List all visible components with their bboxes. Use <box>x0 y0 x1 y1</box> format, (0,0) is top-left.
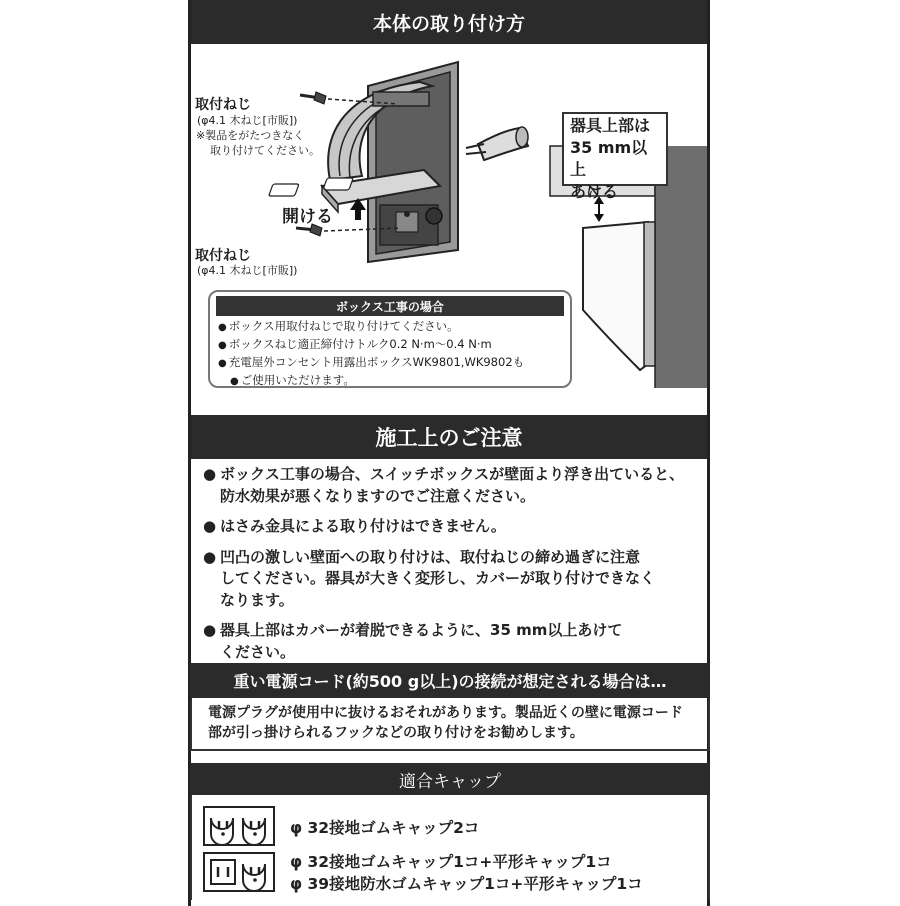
heavy-cord-title: 重い電源コード(約500 g以上)の接続が想定される場合は… <box>233 672 667 691</box>
caps-row-1: φ 32接地ゴムキャップ2コ <box>290 819 480 837</box>
cautions-title: 施工上のご注意 <box>375 426 523 450</box>
caution-line: ボックス工事の場合、スイッチボックスが壁面より浮き出ていると、 <box>220 465 685 483</box>
caution-line: してください。器具が大きく変形し、カバーが取り付けできなく <box>220 569 656 587</box>
screw-bottom-spec: (φ4.1 木ねじ[市販]) <box>197 264 298 277</box>
bullet-icon: ● <box>203 465 217 483</box>
top-screw-icon <box>300 92 326 104</box>
caps-row-2-line-1: φ 32接地ゴムキャップ1コ+平形キャップ1コ <box>290 853 612 871</box>
heavy-cord-line: 部が引っ掛けられるフックなどの取り付けをお勧めします。 <box>208 725 584 741</box>
side-view-product <box>583 222 648 370</box>
box-case-title: ボックス工事の場合 <box>216 296 564 316</box>
heavy-cord-title-bar <box>190 663 710 698</box>
bullet-icon: ● <box>203 621 217 639</box>
cautions-title-bar <box>191 415 707 459</box>
caution-line: ください。 <box>220 642 296 661</box>
bullet-icon: ● <box>203 547 217 566</box>
caution-item <box>203 464 703 507</box>
box-case-item-continued: ● ご使用いただけます。 <box>218 372 524 390</box>
caution-item <box>203 547 703 612</box>
caution-line: 凹凸の激しい壁面への取り付けは、取付ねじの締め過ぎに注意 <box>220 547 641 566</box>
box-case-list <box>218 318 524 390</box>
box-case-item: ● 充電屋外コンセント用露出ボックスWK9801,WK9802も <box>218 354 524 372</box>
install-title-bar <box>191 0 707 44</box>
open-label: 開ける <box>282 207 333 227</box>
screw-top-label: 取付ねじ <box>195 97 251 113</box>
screw-top-note-2: 取り付けてください。 <box>210 144 320 157</box>
install-title: 本体の取り付け方 <box>372 12 525 35</box>
box-case-item: ● ボックスねじ適正締付けトルク0.2 N·m〜0.4 N·m <box>218 336 524 354</box>
caps-title-bar <box>190 763 710 795</box>
bullet-icon: ● <box>203 517 217 535</box>
screw-bottom-label: 取付ねじ <box>195 248 251 264</box>
caution-line: はさみ金具による取り付けはできません。 <box>220 517 506 535</box>
clearance-callout <box>562 112 668 201</box>
screw-top-note-1: ※製品をがたつきなく <box>196 129 305 142</box>
caps-row-2-line-2: φ 39接地防水ゴムキャップ1コ+平形キャップ1コ <box>290 875 643 893</box>
adjust-knob <box>426 208 442 224</box>
caution-line: なります。 <box>220 590 294 609</box>
caution-line: 器具上部はカバーが着脱できるように、35 mm以上あけて <box>220 621 623 639</box>
grounded-double-outlet-icon <box>203 806 275 846</box>
screw-top-spec: (φ4.1 木ねじ[市販]) <box>197 114 298 127</box>
box-case-panel <box>208 290 572 388</box>
box-case-item: ● ボックス用取付ねじで取り付けてください。 <box>218 318 524 336</box>
heavy-cord-line: 電源プラグが使用中に抜けるおそれがあります。製品近くの壁に電源コード <box>208 705 683 721</box>
callout-line-2: 35 mm以上 <box>570 138 648 179</box>
callout-line-1: 器具上部は <box>570 116 651 135</box>
caution-item <box>203 516 703 538</box>
callout-line-3: あける <box>570 182 619 201</box>
caution-item <box>203 620 703 663</box>
power-cable <box>466 127 528 160</box>
caps-title: 適合キャップ <box>399 771 501 792</box>
caution-line: 防水効果が悪くなりますのでご注意ください。 <box>220 486 536 505</box>
flat-and-grounded-outlet-icon <box>203 852 275 892</box>
heavy-cord-body <box>208 703 703 743</box>
cover-hinge <box>373 92 429 106</box>
cautions-list <box>203 464 703 672</box>
